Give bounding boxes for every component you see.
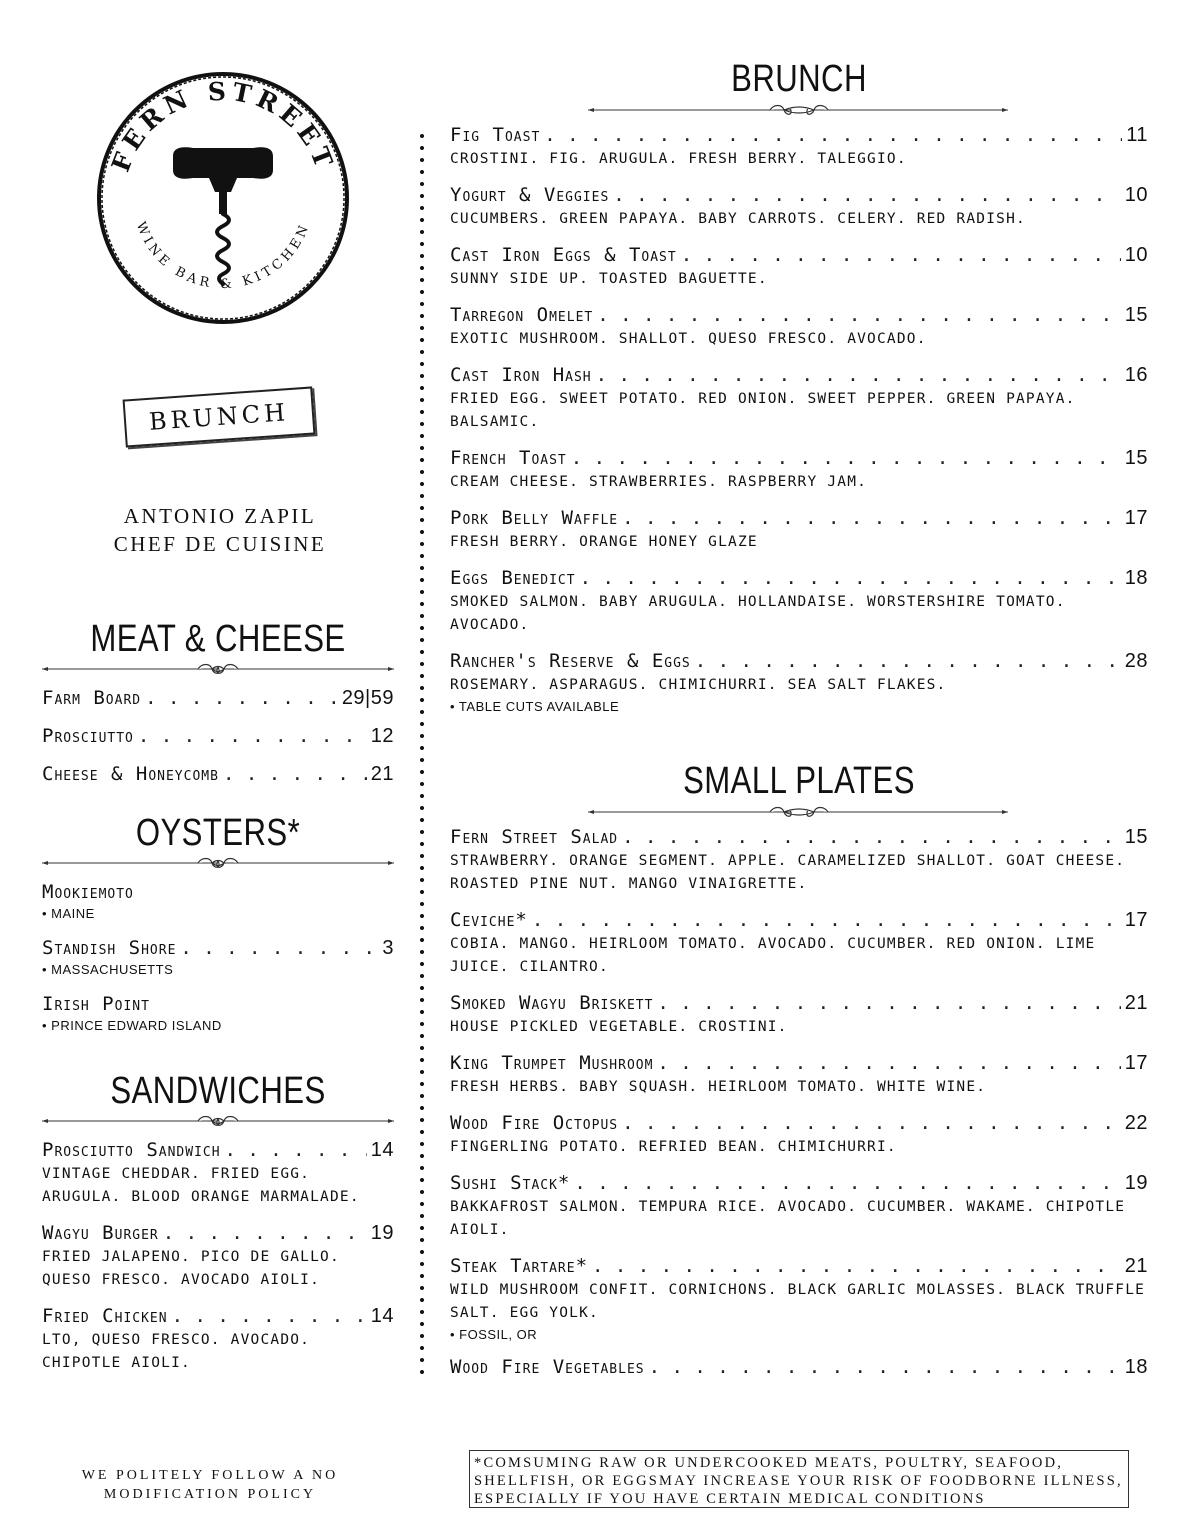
chef-credit	[60, 502, 380, 558]
ornament-divider	[450, 103, 1148, 117]
item-price: 17	[1124, 909, 1148, 931]
item-description: FINGERLING POTATO. REFRIED BEAN. CHIMICHURRI.	[450, 1139, 897, 1155]
menu-item	[450, 908, 1148, 979]
policy-note: WE POLITELY FOLLOW A NO MODIFICATION POLICY	[81, 1468, 339, 1502]
dot-leader	[695, 649, 1121, 673]
item-name: Ceviche*	[450, 909, 528, 931]
dot-leader	[622, 825, 1121, 849]
item-price: 18	[1124, 1356, 1148, 1378]
dot-leader	[571, 446, 1121, 470]
item-description: COBIA. MANGO. HEIRLOOM TOMATO. AVOCADO. CUCUMBER. RED ONION. LIME JUICE. CILANTRO.	[450, 936, 1096, 975]
menu-item: Cheese & Honeycomb . . . 21	[42, 762, 394, 786]
item-name: Cast Iron Hash	[450, 364, 592, 386]
menu-item	[450, 566, 1148, 637]
menu-item: Irish Point • PRINCE EDWARD ISLAND	[42, 993, 222, 1033]
item-price: 16	[1124, 364, 1148, 386]
item-price: 10	[1124, 244, 1148, 266]
dot-leader	[592, 1254, 1121, 1278]
item-price: 10	[1124, 184, 1148, 206]
item-price: 17	[1124, 507, 1148, 529]
item-description: EXOTIC MUSHROOM. SHALLOT. QUESO FRESCO. AVOCADO.	[450, 331, 927, 347]
column-divider	[418, 130, 426, 1380]
item-price: 18	[1124, 567, 1148, 589]
item-description: STRAWBERRY. ORANGE SEGMENT. APPLE. CARAMELIZED SHALLOT. GOAT CHEESE. ROASTED PINE NUT. MANGO VINAIGRETTE.	[450, 853, 1126, 892]
menu-item	[450, 1171, 1148, 1242]
dot-leader	[622, 1111, 1121, 1135]
item-price: 28	[1124, 650, 1148, 672]
item-description: WILD MUSHROOM CONFIT. CORNICHONS. BLACK GARLIC MOLASSES. BLACK TRUFFLE SALT. EGG YOLK.	[450, 1282, 1146, 1321]
menu-item	[450, 649, 1148, 715]
item-name: Fig Toast	[450, 124, 541, 146]
menu-item	[450, 506, 1148, 554]
dot-leader	[596, 363, 1121, 387]
item-description: BAKKAFROST SALMON. TEMPURA RICE. AVOCADO. CUCUMBER. WAKAME. CHIPOTLE AIOLI.	[450, 1199, 1126, 1238]
brunch-section	[450, 58, 1148, 727]
item-price: 21	[1124, 992, 1148, 1014]
item-description: HOUSE PICKLED VEGETABLE. CROSTINI.	[450, 1019, 788, 1035]
item-name: Cast Iron Eggs & Toast	[450, 244, 677, 266]
logo-bottom-text: WINE BAR & KITCHEN	[132, 219, 314, 293]
menu-item	[450, 1051, 1148, 1099]
dot-leader	[580, 566, 1121, 590]
item-price: 15	[1124, 304, 1148, 326]
fern-street-logo	[93, 68, 353, 328]
item-description: SUNNY SIDE UP. TOASTED BAGUETTE.	[450, 271, 768, 287]
chef-title: CHEF DE CUISINE	[113, 532, 327, 556]
sandwiches-section	[42, 1070, 394, 1375]
dot-leader	[657, 991, 1120, 1015]
menu-item	[450, 183, 1148, 231]
corkscrew-icon	[173, 147, 273, 284]
dot-leader	[622, 506, 1121, 530]
dot-leader	[597, 303, 1121, 327]
ornament-divider	[42, 1114, 394, 1128]
dot-leader	[657, 1051, 1120, 1075]
menu-item	[450, 123, 1148, 171]
item-description: CUCUMBERS. GREEN PAPAYA. BABY CARROTS. CELERY. RED RADISH.	[450, 211, 1026, 227]
section-title: OYSTERS*	[135, 812, 301, 854]
item-name: French Toast	[450, 447, 567, 469]
item-price: 22	[1124, 1112, 1148, 1134]
menu-item: Mookiemoto • MAINE	[42, 881, 134, 921]
menu-item	[450, 1355, 1148, 1379]
item-description: CREAM CHEESE. STRAWBERRIES. RASPBERRY JAM.	[450, 474, 868, 490]
menu-item	[450, 991, 1148, 1039]
dot-leader	[544, 123, 1122, 147]
small-plates-section	[450, 760, 1148, 1391]
item-description: SMOKED SALMON. BABY ARUGULA. HOLLANDAISE. WORSTERSHIRE TOMATO. AVOCADO.	[450, 594, 1066, 633]
item-desc-mixedcase: LTO, QUESO FRESCO. AVOCADO. CHIPOTLE AIOLI.	[42, 1332, 311, 1371]
menu-item	[450, 1254, 1148, 1343]
item-price: 15	[1124, 826, 1148, 848]
dot-leader	[532, 908, 1121, 932]
logo-seal	[93, 68, 353, 328]
item-description: FRESH BERRY. ORANGE HONEY GLAZE	[450, 534, 758, 550]
item-name: King Trumpet Mushroom	[450, 1052, 654, 1074]
menu-item	[450, 303, 1148, 351]
item-note: • TABLE CUTS AVAILABLE	[450, 699, 620, 714]
raw-food-disclaimer: *COMSUMING RAW OR UNDERCOOKED MEATS, POULTRY, SEAFOOD, SHELLFISH, OR EGGSMAY INCREASE YOUR RISK OF FOODBORNE ILLNESS, ESPECIALLY IF YOU HAVE CERTAIN MEDICAL CONDITIONS	[469, 1450, 1129, 1508]
menu-item: Prosciutto . . . 12	[42, 724, 394, 748]
item-description: ROSEMARY. ASPARAGUS. CHIMICHURRI. SEA SALT FLAKES.	[450, 677, 947, 693]
chef-name: ANTONIO ZAPIL	[123, 504, 317, 528]
item-description: FRESH HERBS. BABY SQUASH. HEIRLOOM TOMATO. WHITE WINE.	[450, 1079, 987, 1095]
item-name: Smoked Wagyu Briskett	[450, 992, 654, 1014]
dot-leader	[681, 243, 1121, 267]
menu-item: Farm Board . . . 29|59	[42, 686, 394, 710]
menu-item: Wagyu Burger . . . 19 FRIED JALAPENO. PICO DE GALLO. QUESO FRESCO. AVOCADO AIOLI.	[42, 1221, 394, 1292]
item-name: Pork Belly Waffle	[450, 507, 619, 529]
item-name: Fern Street Salad	[450, 826, 619, 848]
item-name: Wood Fire Vegetables	[450, 1356, 645, 1378]
dot-leader	[574, 1171, 1120, 1195]
menu-item	[450, 363, 1148, 434]
menu-item: Standish Shore . . . 3 • MASSACHUSETTS	[42, 936, 394, 978]
item-name: Steak Tartare*	[450, 1255, 589, 1277]
ornament-divider	[450, 805, 1148, 819]
dot-leader	[613, 183, 1120, 207]
item-name: Tarregon Omelet	[450, 304, 594, 326]
ornament-divider	[42, 856, 394, 870]
item-name: Sushi Stack*	[450, 1172, 571, 1194]
item-price: 21	[1124, 1255, 1148, 1277]
menu-item	[450, 243, 1148, 291]
item-note: • FOSSIL, OR	[450, 1327, 538, 1342]
item-description: FRIED EGG. SWEET POTATO. RED ONION. SWEET PEPPER. GREEN PAPAYA. BALSAMIC.	[450, 391, 1076, 430]
item-name: Rancher's Reserve & Eggs	[450, 650, 691, 672]
logo-top-text: FERN STREET	[105, 76, 341, 176]
item-price: 19	[1124, 1172, 1148, 1194]
item-name: Eggs Benedict	[450, 567, 576, 589]
menu-item	[450, 446, 1148, 494]
menu-item: Fried Chicken . . . 14 LTO, QUESO FRESCO. AVOCADO. CHIPOTLE AIOLI.	[42, 1304, 394, 1375]
meat-cheese-section	[42, 618, 394, 786]
section-title: SMALL PLATES	[683, 760, 915, 802]
dot-leader	[649, 1355, 1121, 1379]
item-price: 15	[1124, 447, 1148, 469]
section-title: SANDWICHES	[110, 1070, 326, 1112]
section-title: BRUNCH	[731, 58, 867, 100]
ornament-divider	[42, 662, 394, 676]
oysters-section	[42, 812, 394, 1034]
menu-item	[450, 1111, 1148, 1159]
item-price: 11	[1126, 124, 1148, 146]
item-name: Wood Fire Octopus	[450, 1112, 619, 1134]
menu-item	[450, 825, 1148, 896]
menu-item: Prosciutto Sandwich . . . 14 VINTAGE CHEDDAR. FRIED EGG. ARUGULA. BLOOD ORANGE MARMALADE.	[42, 1138, 394, 1209]
item-name: Yogurt & Veggies	[450, 184, 610, 206]
item-price: 17	[1124, 1052, 1148, 1074]
brunch-stamp: BRUNCH	[123, 386, 316, 447]
section-title: MEAT & CHEESE	[90, 618, 346, 660]
item-description: CROSTINI. FIG. ARUGULA. FRESH BERRY. TALEGGIO.	[450, 151, 907, 167]
